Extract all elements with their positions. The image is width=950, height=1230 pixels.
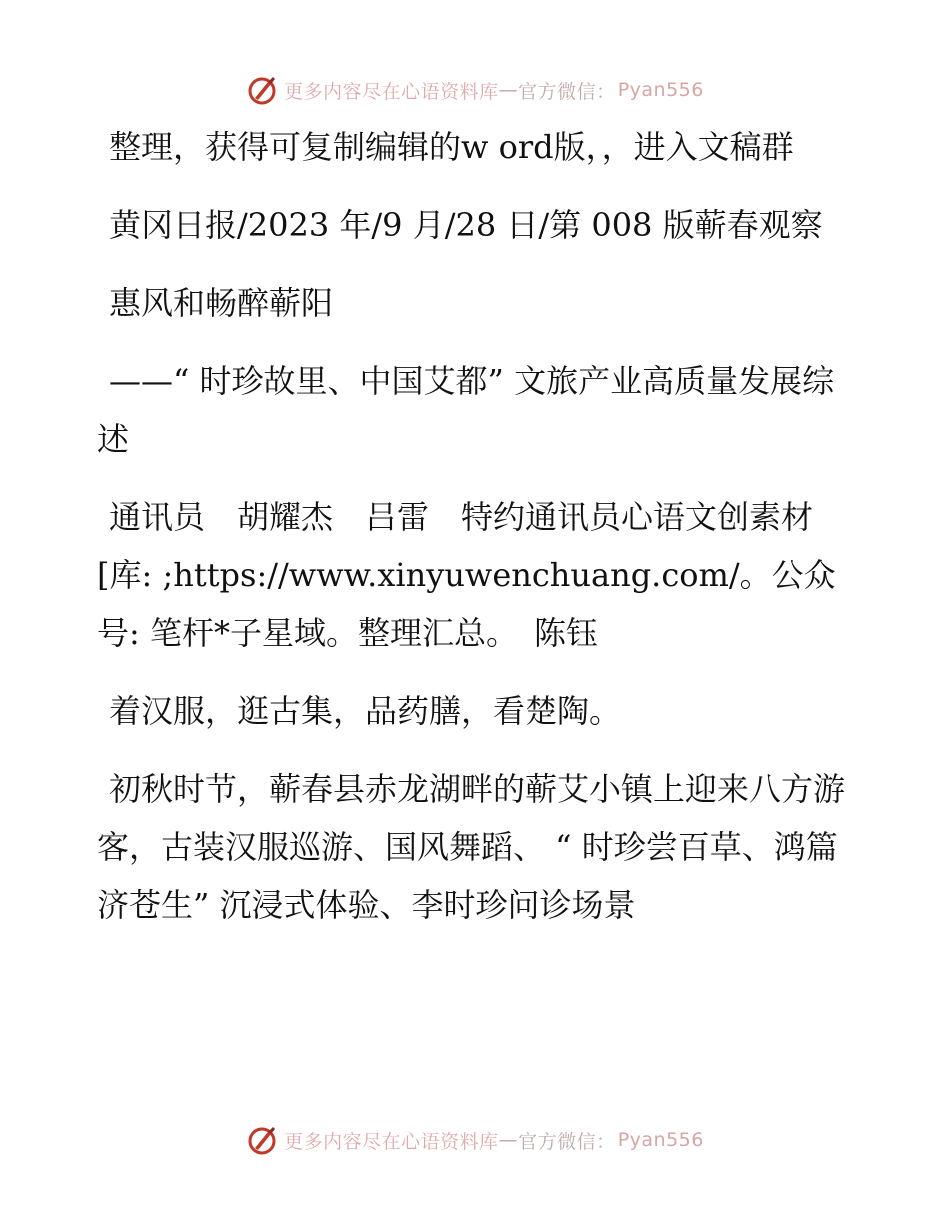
paragraph-body: 初秋时节，蕲春县赤龙湖畔的蕲艾小镇上迎来八方游客，古装汉服巡游、国风舞蹈、 “ 时珍尝百草、鸿篇济苍生” 沉浸式体验、李时珍问诊场景 — [97, 770, 846, 924]
paragraph-byline: 通讯员 胡耀杰 吕雷 特约通讯员心语文创素材[库: ;https://www.xinyuwenchuang.com/。公众号: 笔杆*子星域。整理汇总。 陈钰 — [97, 498, 836, 652]
paragraph-lead: 着汉服，逛古集，品药膳，看楚陶。 — [109, 692, 622, 730]
watermark-wechat-id: Pyan556 — [617, 1129, 704, 1151]
article-title: 惠风和畅醉蕲阳 — [109, 284, 334, 322]
brush-logo-icon — [246, 1124, 278, 1156]
watermark-wechat-id: Pyan556 — [617, 79, 704, 101]
paragraph-notice: 整理，获得可复制编辑的w ord版，，进入文稿群 — [109, 128, 794, 166]
watermark-text — [284, 1127, 704, 1154]
header-watermark — [0, 70, 950, 110]
brush-logo-icon — [246, 74, 278, 106]
watermark-dash: — — [498, 1129, 519, 1151]
watermark-official-label: 官方微信： — [518, 1130, 616, 1153]
watermark-dash: — — [498, 79, 519, 101]
watermark-text — [284, 77, 704, 104]
watermark-brand: 更多内容尽在心语资料库 — [284, 1130, 499, 1153]
watermark-official-label: 官方微信： — [518, 80, 616, 103]
watermark-brand: 更多内容尽在心语资料库 — [284, 80, 499, 103]
article-subtitle: ——“ 时珍故里、中国艾都” 文旅产业高质量发展综述 — [97, 362, 835, 458]
footer-watermark — [0, 1120, 950, 1160]
document-body — [97, 118, 857, 954]
paragraph-source: 黄冈日报/2023 年/9 月/28 日/第 008 版蕲春观察 — [109, 206, 823, 244]
